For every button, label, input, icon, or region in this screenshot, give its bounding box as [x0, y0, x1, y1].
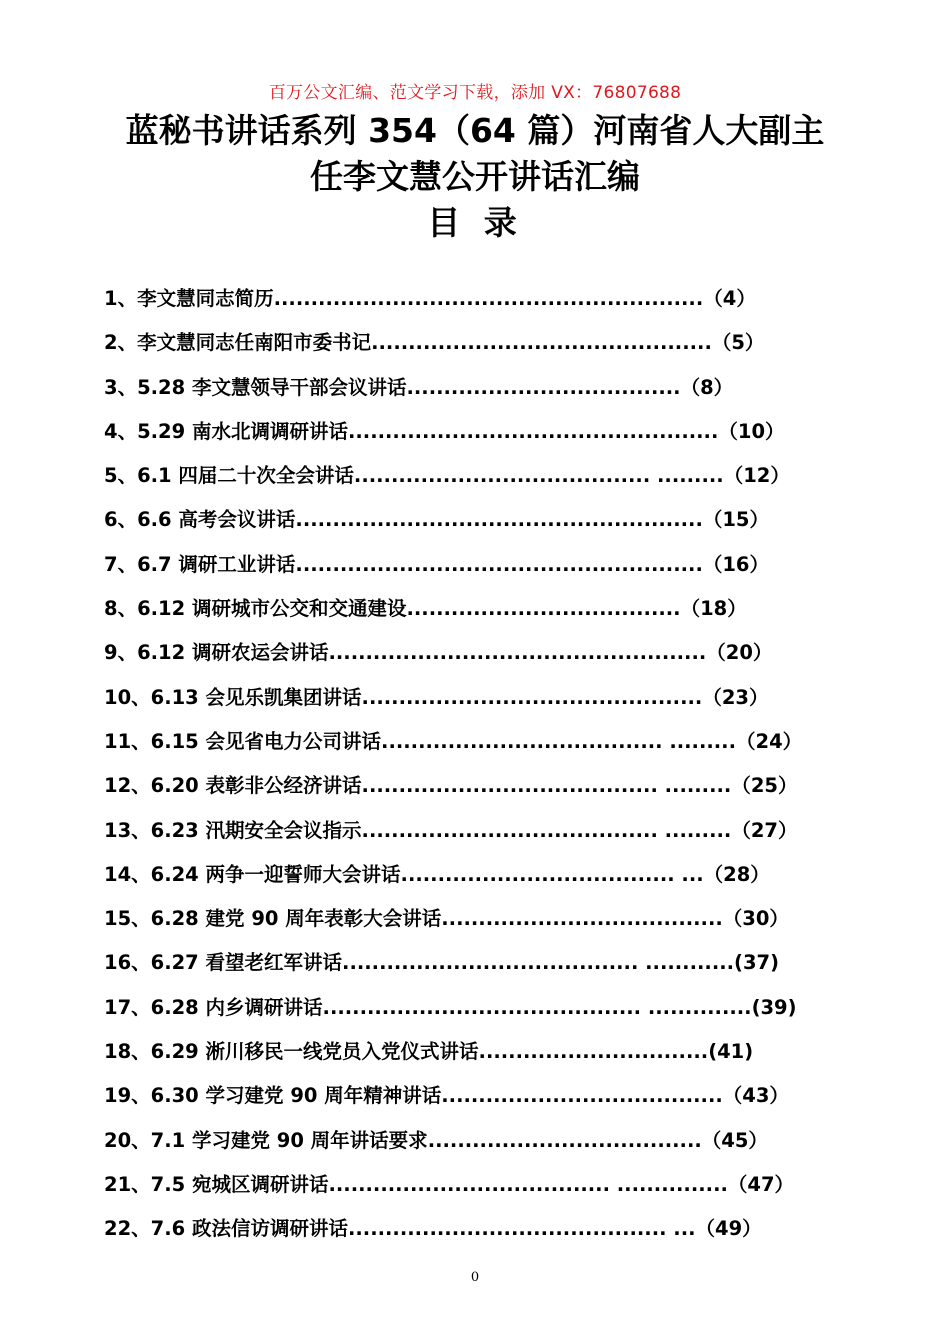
toc-entry-leader: ........................................ ............	[342, 951, 735, 975]
toc-entry[interactable]	[104, 814, 844, 858]
toc-entry-title: 6.24 两争一迎誓师大会讲话	[150, 862, 401, 886]
toc-entry-index: 17、	[104, 995, 151, 1019]
toc-entry-index: 6、	[104, 508, 138, 532]
toc-entry-title: 5.29 南水北调调研讲话	[137, 419, 348, 443]
toc-entry-page: （18）	[680, 597, 747, 621]
toc-entry[interactable]	[104, 769, 844, 813]
toc-entry-page: （47）	[727, 1172, 795, 1196]
toc-entry-title: 6.15 会见省电力公司讲话	[150, 729, 382, 753]
promo-banner: 百万公文汇编、范文学习下载，添加 VX：76807688	[268, 83, 682, 103]
toc-entry-index: 4、	[104, 419, 138, 443]
toc-entry-title: 7.6 政法信访调研讲话	[150, 1217, 348, 1241]
toc-entry-index: 15、	[104, 907, 151, 931]
page-number: 0	[470, 1270, 480, 1285]
toc-entry-title: 6.28 建党 90 周年表彰大会讲话	[150, 907, 442, 931]
toc-entry-index: 22、	[104, 1217, 151, 1241]
toc-entry-page: (37)	[734, 951, 780, 975]
toc-entry-title: 6.1 四届二十次全会讲话	[137, 464, 354, 488]
toc-entry[interactable]	[104, 415, 844, 459]
toc-entry-leader: .......................................................	[295, 508, 703, 532]
document-title-line1: 蓝秘书讲话系列 354（64 篇）河南省人大副主	[125, 111, 825, 150]
toc-entry-index: 21、	[104, 1172, 151, 1196]
toc-entry-leader: ..........................................................	[273, 287, 704, 310]
toc-entry-title: 5.28 李文慧领导干部会议讲话	[137, 375, 407, 399]
toc-entry-leader: ........................................ .........	[361, 818, 732, 842]
table-of-contents	[104, 282, 844, 1257]
toc-entry-index: 19、	[104, 1084, 151, 1108]
toc-heading: 目 录	[427, 203, 523, 242]
toc-entry-page: （30）	[722, 907, 789, 931]
toc-entry-leader: ........................................ .........	[353, 464, 724, 488]
toc-entry[interactable]	[104, 902, 844, 946]
toc-entry[interactable]	[104, 991, 844, 1035]
toc-entry-leader: .....................................	[406, 597, 681, 621]
toc-entry[interactable]	[104, 858, 844, 902]
toc-entry-page: （10）	[718, 419, 785, 443]
toc-entry-title: 李文慧同志简历	[137, 287, 274, 310]
toc-entry[interactable]	[104, 282, 844, 326]
toc-entry-index: 11、	[104, 729, 151, 753]
toc-entry-index: 14、	[104, 862, 151, 886]
toc-entry-index: 16、	[104, 951, 151, 975]
toc-entry-leader: ......................................	[441, 1084, 723, 1108]
toc-entry-page: （4）	[703, 287, 756, 310]
toc-entry-title: 6.28 内乡调研讲话	[150, 995, 323, 1019]
toc-entry-title: 6.20 表彰非公经济讲话	[150, 774, 362, 798]
toc-entry-title: 6.12 调研农运会讲话	[137, 641, 329, 665]
toc-entry[interactable]	[104, 459, 844, 503]
toc-entry-title: 6.23 汛期安全会议指示	[150, 818, 362, 842]
toc-entry-index: 10、	[104, 685, 151, 709]
toc-entry-page: （15）	[702, 508, 769, 532]
toc-entry-page: （12）	[723, 464, 790, 488]
toc-entry-page: （43）	[722, 1084, 789, 1108]
toc-entry-index: 8、	[104, 597, 138, 621]
toc-entry-leader: ..................................................	[347, 419, 719, 443]
toc-entry-leader: .....................................	[427, 1128, 702, 1152]
toc-entry-title: 6.6 高考会议讲话	[137, 508, 296, 532]
toc-entry[interactable]	[104, 592, 844, 636]
toc-entry-title: 7.5 宛城区调研讲话	[150, 1172, 329, 1196]
toc-entry-leader: ...................................... .........	[381, 729, 736, 753]
toc-entry-leader: ...................................................	[328, 641, 707, 665]
toc-entry-index: 13、	[104, 818, 151, 842]
toc-entry-leader: ........................................... ...	[347, 1217, 696, 1241]
toc-entry-title: 6.7 调研工业讲话	[137, 552, 296, 576]
toc-entry-leader: ......................................	[441, 907, 723, 931]
toc-entry-index: 7、	[104, 552, 138, 576]
toc-entry-index: 2、	[104, 331, 138, 355]
toc-entry[interactable]	[104, 1035, 844, 1079]
toc-entry[interactable]	[104, 1168, 844, 1212]
toc-entry-page: （8）	[680, 375, 734, 399]
document-title-line2: 任李文慧公开讲话汇编	[310, 157, 640, 196]
toc-entry-page: （23）	[702, 685, 769, 709]
toc-entry-title: 6.27 看望老红军讲话	[150, 951, 343, 975]
toc-entry-index: 20、	[104, 1128, 151, 1152]
toc-entry-page: （45）	[701, 1128, 768, 1152]
toc-entry-title: 6.13 会见乐凯集团讲话	[150, 685, 362, 709]
toc-entry[interactable]	[104, 371, 844, 415]
toc-entry-leader: ...............................	[478, 1040, 709, 1064]
toc-entry-page: （16）	[702, 552, 769, 576]
toc-entry[interactable]	[104, 548, 844, 592]
toc-entry[interactable]	[104, 725, 844, 769]
toc-entry-title: 6.29 淅川移民一线党员入党仪式讲话	[150, 1040, 479, 1064]
toc-entry-page: (39)	[751, 995, 797, 1019]
toc-entry-leader: ........................................... ..............	[322, 995, 752, 1019]
toc-entry-page: （28）	[703, 862, 770, 886]
toc-entry-leader: ..................................... ...	[400, 862, 704, 886]
toc-entry-index: 3、	[104, 375, 138, 399]
toc-entry[interactable]	[104, 1212, 844, 1256]
toc-entry[interactable]	[104, 326, 844, 370]
toc-entry-page: (41)	[708, 1040, 754, 1064]
toc-entry[interactable]	[104, 681, 844, 725]
toc-entry-index: 5、	[104, 464, 138, 488]
toc-entry-page: （27）	[731, 818, 798, 842]
toc-entry-leader: ..............................................	[371, 331, 712, 355]
toc-entry-index: 9、	[104, 641, 138, 665]
toc-entry-leader: ...................................... ...............	[328, 1172, 728, 1196]
toc-entry[interactable]	[104, 636, 844, 680]
toc-entry-leader: .......................................................	[295, 552, 703, 576]
toc-entry[interactable]	[104, 503, 844, 547]
toc-entry-page: （25）	[731, 774, 798, 798]
toc-entry-leader: ........................................ .........	[361, 774, 732, 798]
toc-entry-title: 6.30 学习建党 90 周年精神讲话	[150, 1084, 442, 1108]
toc-entry[interactable]	[104, 1124, 844, 1168]
toc-entry[interactable]	[104, 946, 844, 990]
toc-entry[interactable]	[104, 1079, 844, 1123]
toc-entry-title: 6.12 调研城市公交和交通建设	[137, 597, 407, 621]
toc-entry-index: 18、	[104, 1040, 151, 1064]
toc-entry-index: 1、	[104, 287, 138, 310]
toc-entry-leader: .....................................	[406, 375, 681, 399]
toc-entry-page: （24）	[736, 729, 803, 753]
toc-entry-index: 12、	[104, 774, 151, 798]
toc-entry-page: （5）	[711, 331, 765, 355]
toc-entry-leader: ..............................................	[361, 685, 703, 709]
toc-entry-page: （20）	[706, 641, 773, 665]
toc-entry-title: 李文慧同志任南阳市委书记	[137, 331, 372, 355]
toc-entry-title: 7.1 学习建党 90 周年讲话要求	[150, 1128, 428, 1152]
toc-entry-page: （49）	[695, 1217, 762, 1241]
